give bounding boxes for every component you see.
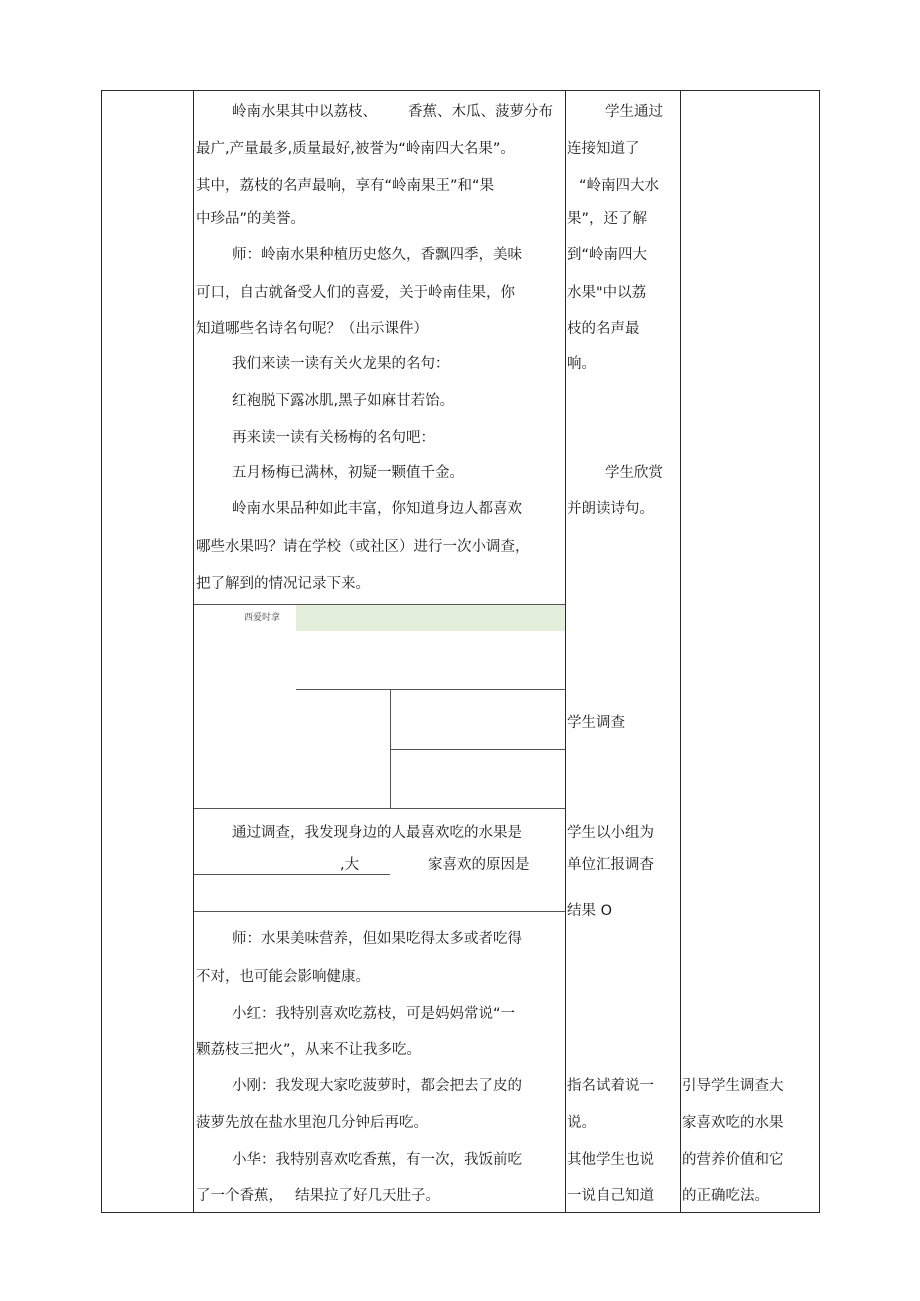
- student-s2-line1: 学生欣赏: [605, 465, 663, 481]
- student-s4-line1: 学生以小组为: [567, 825, 654, 841]
- table-bottom-border: [101, 1212, 820, 1213]
- para2-line3: 知道哪些名诗名句呢？（出示课件）: [196, 321, 428, 337]
- intent-line1: 引导学生调查大: [682, 1078, 784, 1094]
- table-left-border: [101, 90, 102, 1213]
- para7-line1: 岭南水果品种如此丰富，你知道身边人都喜欢: [232, 501, 522, 517]
- student-s5-line3: 其他学生也说: [567, 1152, 654, 1168]
- survey-row-line-1: [296, 689, 565, 690]
- table-col-divider-3: [680, 90, 681, 1213]
- table-col-divider-1: [193, 90, 194, 1213]
- para8-line2a: ,大: [340, 857, 360, 873]
- student-s1-line7: 枝的名声最: [567, 321, 640, 337]
- table-right-border: [819, 90, 820, 1213]
- para10-line2: 颗荔枝三把火”，从来不让我多吃。: [196, 1042, 422, 1058]
- para11-line2: 菠萝先放在盐水里泡几分钟后再吃。: [196, 1115, 428, 1131]
- fill-blank-line-2: [194, 911, 565, 912]
- student-s5-line2: 说。: [567, 1115, 596, 1131]
- para7-line3: 把了解到的情况记录下来。: [196, 576, 370, 592]
- intent-line2: 家喜欢吃的水果: [682, 1115, 784, 1131]
- table-top-border: [101, 90, 820, 91]
- intent-line3: 的营养价值和它: [682, 1152, 784, 1168]
- para1-line2: 最广,产量最多,质量最好,被誉为“岭南四大名果”。: [196, 141, 515, 157]
- poem1: 红袍脱下露冰肌,黑子如麻甘若饴。: [232, 393, 455, 409]
- para1-line4: 中珍品”的美誉。: [196, 211, 306, 227]
- survey-header-shade: [296, 605, 565, 631]
- para1-line1b: 香蕉、木瓜、菠萝分布: [408, 104, 553, 120]
- intent-line4: 的正确吃法。: [682, 1188, 769, 1204]
- student-s3: 学生调查: [567, 715, 625, 731]
- student-s5-line4: 一说自己知道: [567, 1188, 654, 1204]
- para3: 我们来读一读有关火龙果的名句：: [232, 356, 450, 372]
- table-col-divider-2: [565, 90, 566, 1213]
- para12-line2a: 了一个香蕉，: [196, 1188, 283, 1204]
- para1-line3: 其中，荔枝的名声最响，享有“岭南果王”和“果: [196, 178, 495, 194]
- student-s4-line2: 单位汇报调杳: [567, 857, 654, 873]
- para9-line2: 不对，也可能会影响健康。: [196, 969, 370, 985]
- para1-line1: 岭南水果其中以荔枝、: [232, 104, 377, 120]
- survey-bottom-line: [194, 808, 565, 809]
- student-s5-line1: 指名试着说一: [567, 1078, 654, 1094]
- para8-line1: 通过调查，我发现身边的人最喜欢吃的水果是: [232, 825, 522, 841]
- student-s1-line3: “岭南四大水: [579, 178, 660, 194]
- student-s1-line5: 到“岭南四大: [567, 247, 648, 263]
- student-s1-line2: 连接知道了: [567, 141, 640, 157]
- student-s1-line8: 响。: [567, 356, 596, 372]
- fill-blank-line-1: [194, 874, 390, 875]
- para2-line2: 可口，自古就备受人们的喜爱，关于岭南佳果，你: [196, 285, 515, 301]
- para7-line2: 哪些水果吗？请在学校（或社区）进行一次小调查，: [196, 539, 530, 555]
- para8-line2b: 家喜欢的原因是: [428, 857, 530, 873]
- student-s1-line1: 学生通过: [605, 104, 663, 120]
- survey-row-line-2: [390, 749, 565, 750]
- student-s1-line6: 水果"中以荔: [567, 285, 647, 301]
- para11-line1: 小刚：我发现大家吃菠萝时，都会把去了皮的: [232, 1078, 522, 1094]
- student-s4-line3: 结果 O: [567, 903, 613, 919]
- para5: 再来读一读有关杨梅的名句吧：: [232, 430, 435, 446]
- para10-line1: 小红：我特别喜欢吃荔枝，可是妈妈常说“一: [232, 1006, 516, 1022]
- para12-line1: 小华：我特别喜欢吃香蕉，有一次，我饭前吃: [232, 1152, 522, 1168]
- survey-col-line: [390, 689, 391, 808]
- student-s2-line2: 并朗读诗句。: [567, 501, 654, 517]
- poem2: 五月杨梅已满林，初疑一颗值千金。: [232, 465, 464, 481]
- survey-label: 西爱时拿: [244, 613, 281, 623]
- para2-line1: 师：岭南水果种植历史悠久，香飘四季，美味: [232, 247, 522, 263]
- para12-line2b: 结果拉了好几天肚子。: [295, 1188, 440, 1204]
- para9-line1: 师：水果美味营养，但如果吃得太多或者吃得: [232, 931, 522, 947]
- student-s1-line4: 果”，还了解: [567, 211, 648, 227]
